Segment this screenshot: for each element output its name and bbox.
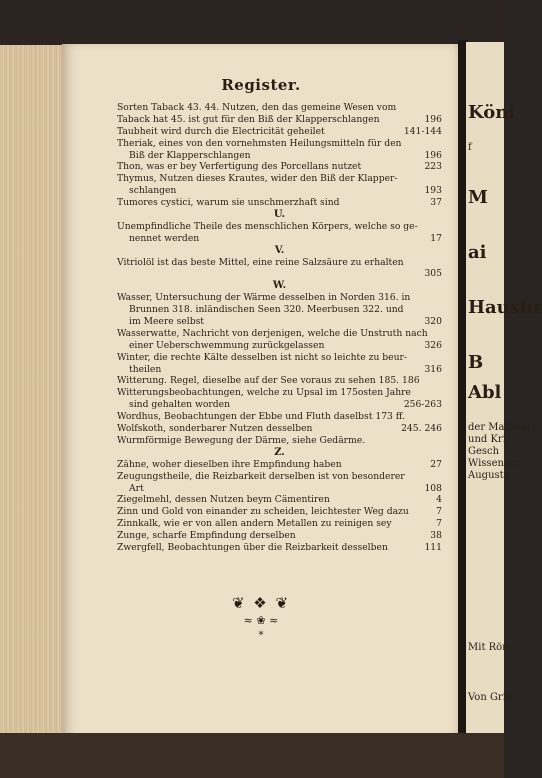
entry-text: schlangen [129, 185, 177, 197]
index-entry [117, 494, 442, 506]
index-entry [117, 173, 442, 185]
entry-page-number: 37 [430, 197, 442, 209]
facing-page-fragment: Gesch [468, 446, 500, 457]
entry-page-number: 256-263 [403, 399, 442, 411]
entry-text: Tumores cystici, warum sie unschmerzhaft sind [117, 197, 340, 209]
index-entry [117, 483, 442, 495]
index-entry [117, 126, 442, 138]
index-entry [117, 364, 442, 376]
signature-mark: * [258, 630, 264, 641]
entry-page-number: 38 [430, 530, 442, 542]
entry-text: Art [129, 482, 144, 494]
index-entry [117, 114, 442, 126]
entry-page-number: 141-144 [403, 125, 442, 137]
index-entry [117, 399, 442, 411]
index-letter-heading [117, 209, 442, 221]
index-letter-heading [117, 280, 442, 292]
entry-page-number: 326 [424, 339, 442, 351]
entry-text: Wordhus, Beobachtungen der Ebbe und Fluth daselbst 173 ff. [117, 411, 405, 423]
entry-text: einer Ueberschwemmung zurückgelassen [129, 339, 325, 351]
index-entry [117, 435, 442, 447]
entry-text: Wolfskoth, sonderbarer Nutzen desselben [117, 423, 313, 435]
entry-text: Witterungsbeobachtungen, welche zu Upsal im 175osten Jahre [117, 387, 411, 399]
entry-text: Unempfindliche Theile des menschlichen Körpers, welche so ge- [117, 220, 418, 232]
entry-text: U. [273, 209, 286, 221]
entry-text: Wasser, Untersuchung der Wärme desselben in Norden 316. in [117, 292, 411, 304]
facing-page-fragment: M [468, 187, 488, 208]
entry-page-number: 305 [424, 268, 442, 280]
entry-text: Zeugungstheile, die Reizbarkeit derselben ist von besonderer [117, 470, 405, 482]
index-entry [117, 185, 442, 197]
index-entry [117, 102, 442, 114]
book-top-shadow [0, 0, 504, 48]
entry-page-number: 223 [424, 161, 442, 173]
index-letter-heading [117, 245, 442, 257]
facing-page-fragment: Köni [468, 102, 516, 123]
book-bottom-shadow [0, 733, 504, 778]
entry-text: Sorten Taback 43. 44. Nutzen, den das gemeine Wesen vom [117, 102, 397, 113]
entry-text: sind gehalten worden [129, 399, 231, 411]
facing-page-fragment: und Kri [468, 434, 506, 445]
entry-text: Wurmförmige Bewegung der Därme, siehe Gedärme. [117, 434, 366, 446]
index-entry [117, 221, 442, 233]
register-page [62, 44, 460, 737]
entry-text: Winter, die rechte Kälte desselben ist nicht so leichte zu beur- [117, 351, 408, 363]
entry-text: Zunge, scharfe Empfindung derselben [117, 530, 296, 542]
index-entry [117, 150, 442, 162]
entry-text: Z. [274, 446, 285, 458]
entry-text: Brunnen 318. inländischen Seen 320. Meerbusen 322. und [129, 304, 404, 316]
entry-text: Taubheit wird durch die Electricität geheilet [117, 125, 325, 137]
entry-page-number: 193 [424, 185, 442, 197]
facing-page [466, 42, 542, 736]
index-entry [117, 161, 442, 173]
entry-text: Zwergfell, Beobachtungen über die Reizbarkeit desselben [117, 541, 388, 553]
index-entry [117, 292, 442, 304]
entry-text: Biß der Klapperschlangen [129, 149, 251, 161]
index-entry [117, 316, 442, 328]
entry-page-number: 27 [430, 458, 442, 470]
facing-page-fragment: Von Grie [468, 692, 512, 703]
entry-text: Taback hat 45. ist gut für den Biß der Klapperschlangen [117, 113, 380, 125]
ornament-vignette: ❦ ❖ ❦ [231, 594, 291, 612]
index-entry [117, 530, 442, 542]
entry-text: nennet werden [129, 232, 200, 244]
entry-page-number: 316 [424, 363, 442, 375]
index-entry [117, 257, 442, 269]
index-entry [117, 328, 442, 340]
facing-page-fragment: Wissensch [468, 458, 522, 469]
entry-page-number: 196 [424, 149, 442, 161]
entry-text: Zinnkalk, wie er von allen andern Metallen zu reinigen sey [117, 518, 392, 530]
entry-page-number: 7 [436, 518, 442, 530]
facing-page-fragment: Mit Rön [468, 642, 509, 653]
facing-page-fragment: Augustu [468, 470, 511, 481]
index-entry [117, 233, 442, 245]
index-entry [117, 506, 442, 518]
entry-page-number: 245. 246 [401, 423, 442, 435]
entry-text: Ziegelmehl, dessen Nutzen beym Cämentiren [117, 494, 330, 506]
entry-text: Theriak, eines von den vornehmsten Heilungsmitteln für den [117, 137, 402, 149]
entry-text: W. [272, 280, 287, 292]
entry-page-number: 17 [430, 232, 442, 244]
entry-text: Thon, was er bey Verfertigung des Porcellans nutzet [117, 161, 362, 173]
entry-page-number: 4 [436, 494, 442, 506]
index-lines [117, 102, 442, 554]
page-title: Register. [221, 76, 301, 94]
entry-page-number: 196 [424, 113, 442, 125]
entry-text: Wasserwatte, Nachricht von derjenigen, welche die Unstruth nach [117, 327, 428, 339]
index-entry [117, 340, 442, 352]
entry-page-number: 111 [424, 541, 442, 553]
index-entry [117, 459, 442, 471]
facing-page-fragment: Haushr [468, 297, 542, 318]
page-edges [0, 45, 62, 735]
index-entry [117, 518, 442, 530]
index-entry [117, 411, 442, 423]
entry-text: Thymus, Nutzen dieses Krautes, wider den Biß der Klapper- [117, 173, 398, 185]
facing-page-fragment: f [468, 142, 472, 153]
index-entry [117, 423, 442, 435]
entry-text: theilen [129, 363, 162, 375]
entry-text: Vitriolöl ist das beste Mittel, eine reine Salzsäure zu erhalten [117, 256, 404, 268]
facing-page-fragment: der Mathema [468, 422, 537, 433]
ornament-scroll: ≈ ❀ ≈ [243, 614, 279, 627]
index-entry [117, 268, 442, 280]
facing-page-fragment: Abl [468, 382, 502, 403]
index-letter-heading [117, 447, 442, 459]
index-entry [117, 542, 442, 554]
entry-page-number: 320 [424, 316, 442, 328]
index-entry [117, 375, 442, 387]
index-entry [117, 304, 442, 316]
index-entry [117, 387, 442, 399]
entry-text: V. [274, 244, 285, 256]
facing-page-fragment: ai [468, 242, 487, 263]
entry-page-number: 108 [424, 482, 442, 494]
entry-page-number: 7 [436, 506, 442, 518]
entry-text: Zähne, woher dieselben ihre Empfindung haben [117, 458, 342, 470]
index-entry [117, 197, 442, 209]
index-entry [117, 138, 442, 150]
entry-text: Witterung. Regel, dieselbe auf der See voraus zu sehen 185. 186 [117, 375, 420, 387]
index-entry [117, 471, 442, 483]
index-entry [117, 352, 442, 364]
entry-text: im Meere selbst [129, 316, 204, 328]
facing-page-fragment: B [468, 352, 484, 373]
entry-text: Zinn und Gold von einander zu scheiden, leichtester Weg dazu [117, 506, 409, 518]
